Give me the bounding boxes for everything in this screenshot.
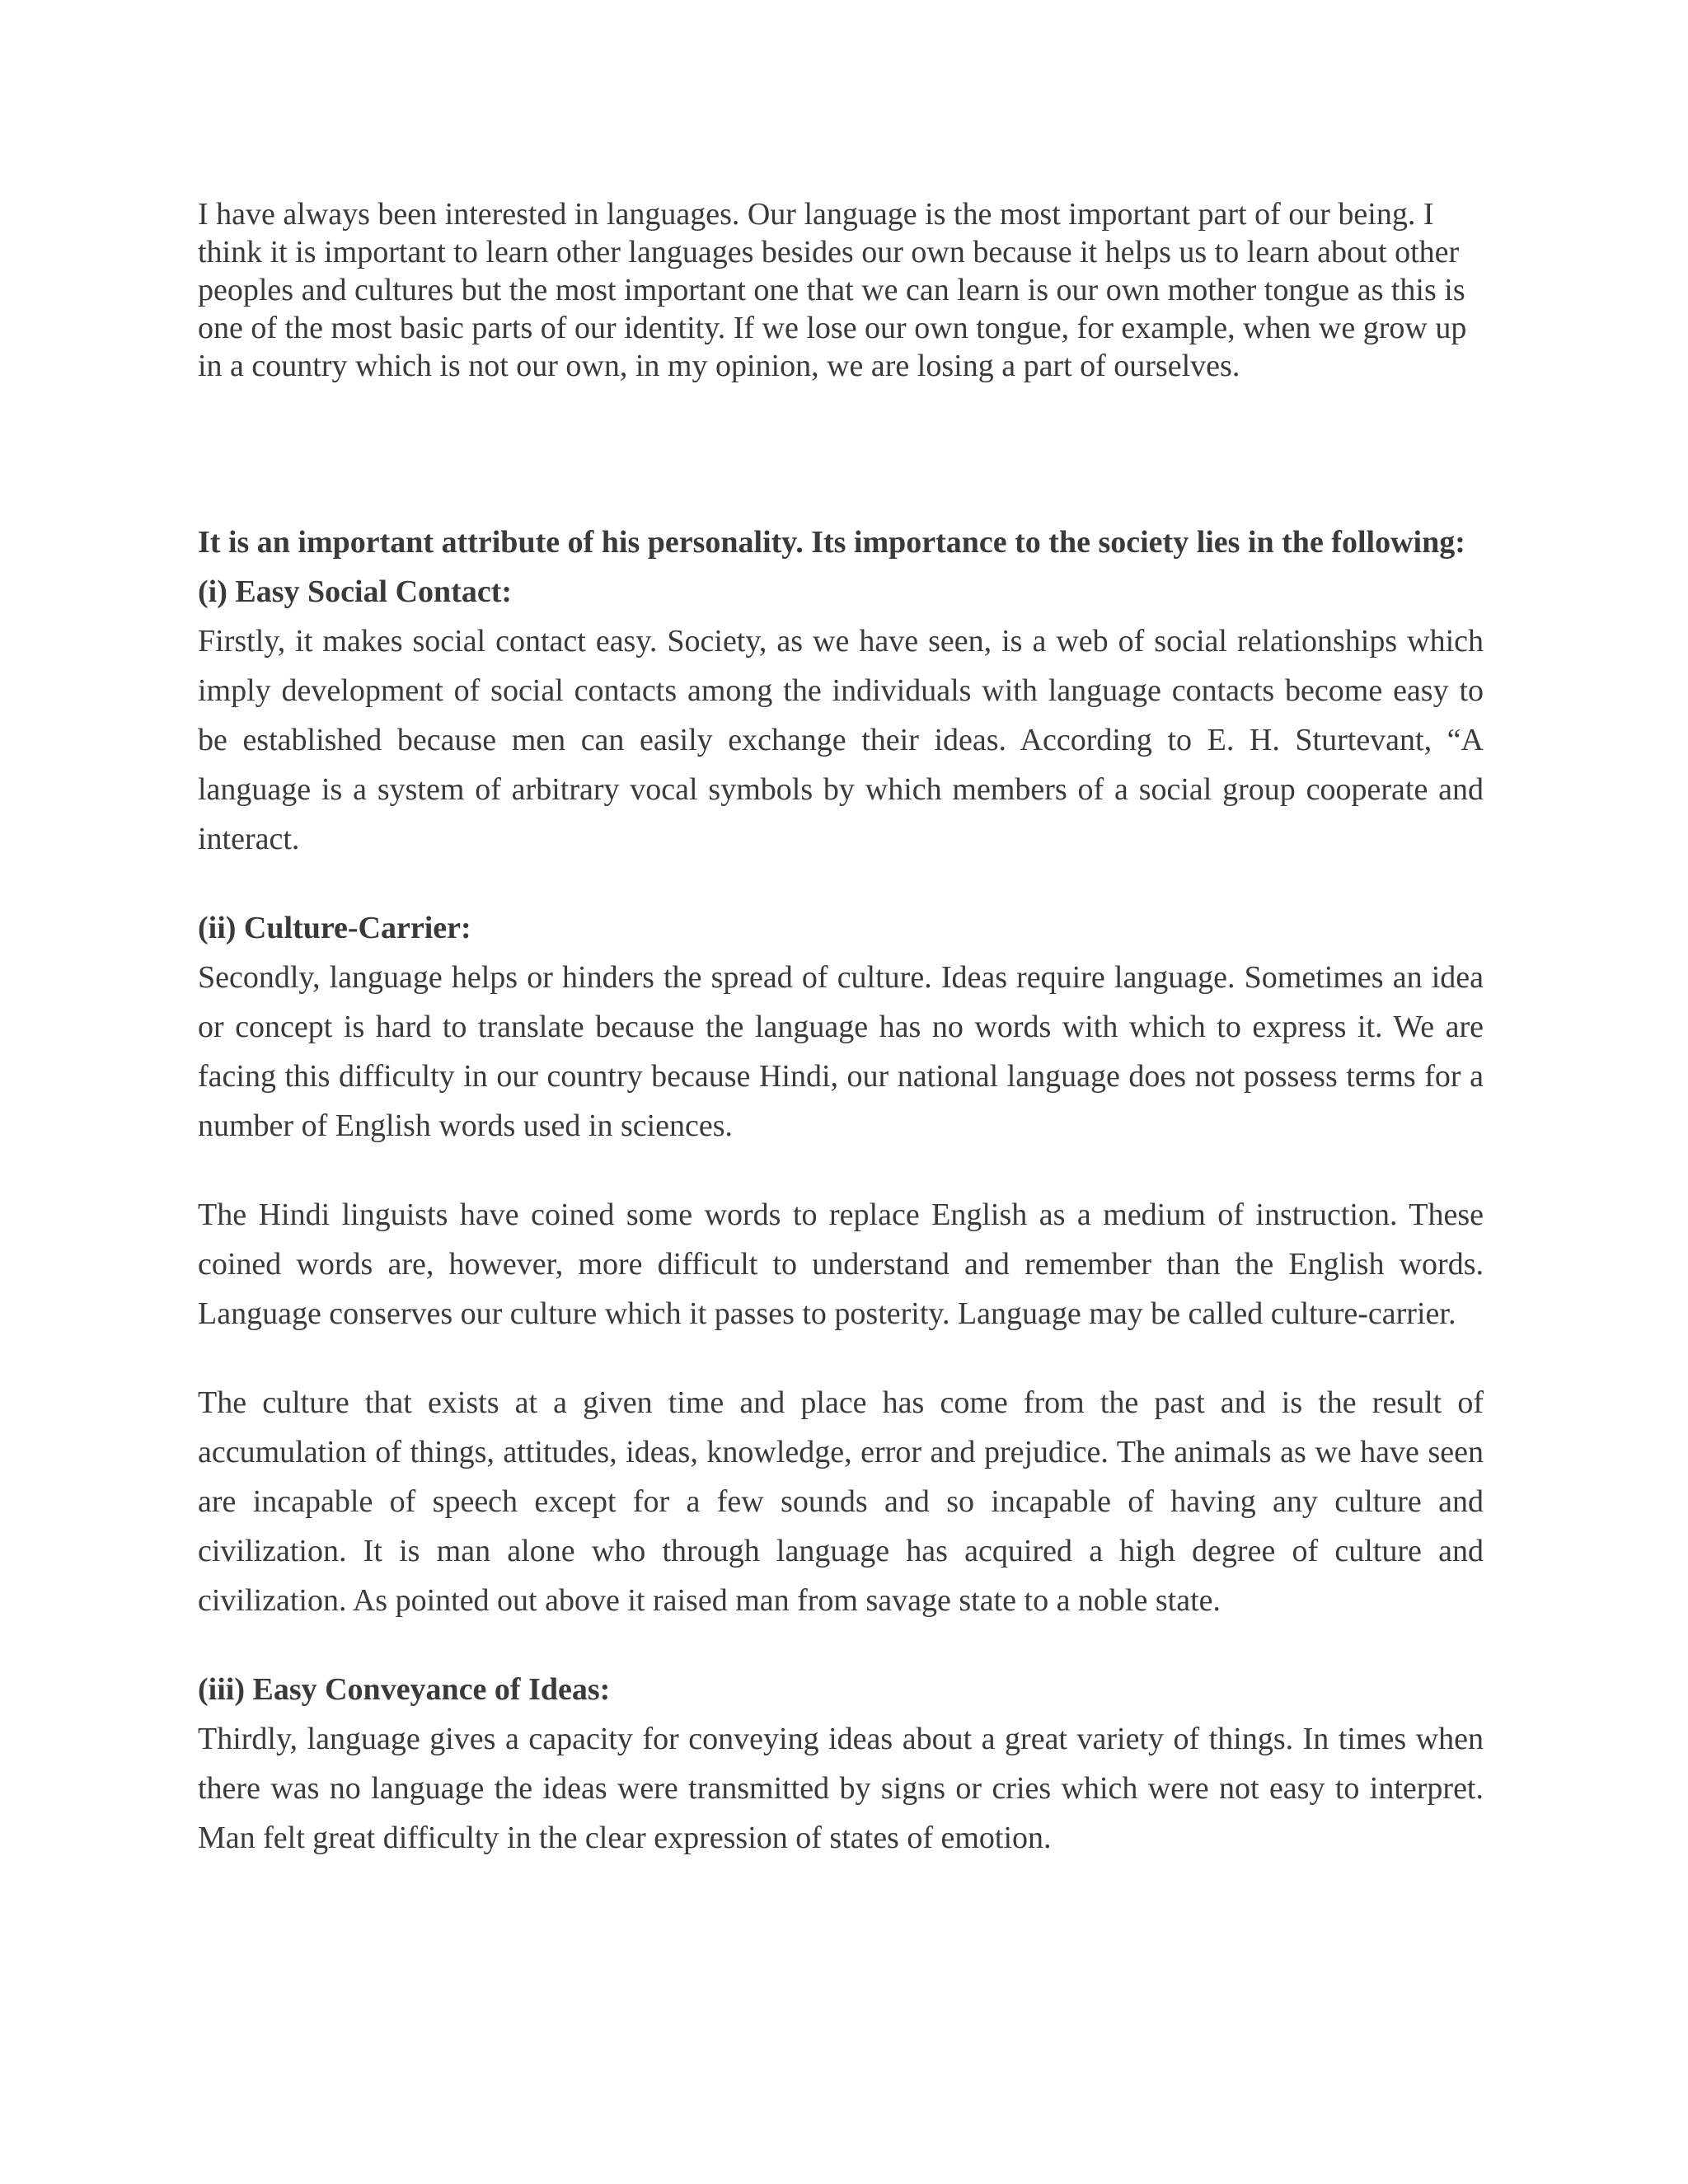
section-paragraph: Firstly, it makes social contact easy. Society, as we have seen, is a web of social relationships which imply development of social contacts among the individuals with language contacts become easy to be established because men can easily exchange their ideas. According to E. H. Sturtevant, “A language is a system of arbitrary vocal symbols by which members of a social group cooperate and interact. xyxy=(198,624,1484,856)
section-paragraph: The Hindi linguists have coined some words to replace English as a medium of instruction. These coined words are, however, more difficult to understand and remember than the English words. Language conserves our culture which it passes to posterity. Language may be called culture-carrier. xyxy=(198,1197,1484,1331)
spacer xyxy=(198,1338,1484,1378)
section-heading-easy-conveyance-of-ideas: (iii) Easy Conveyance of Ideas: xyxy=(198,1672,611,1707)
spacer xyxy=(198,864,1484,903)
section-heading-easy-social-contact: (i) Easy Social Contact: xyxy=(198,574,513,609)
main-content xyxy=(198,518,1484,1863)
spacer xyxy=(198,1625,1484,1665)
section-paragraph: Thirdly, language gives a capacity for conveying ideas about a great variety of things. In times when there was no language the ideas were transmitted by signs or cries which were not easy to interpret. Man felt great difficulty in the clear expression of states of emotion. xyxy=(198,1722,1484,1855)
section-heading-culture-carrier: (ii) Culture-Carrier: xyxy=(198,911,471,945)
section-paragraph: The culture that exists at a given time and place has come from the past and is the result of accumulation of things, attitudes, ideas, knowledge, error and prejudice. The animals as we have seen are incapable of speech except for a few sounds and so incapable of having any culture and civilization. It is man alone who through language has acquired a high degree of culture and civilization. As pointed out above it raised man from savage state to a noble state. xyxy=(198,1385,1484,1618)
section-paragraph: Secondly, language helps or hinders the spread of culture. Ideas require language. Sometimes an idea or concept is hard to translate because the language has no words with which to express it. We are facing this difficulty in our country because Hindi, our national language does not possess terms for a number of English words used in sciences. xyxy=(198,960,1484,1143)
intro-paragraph: I have always been interested in languages. Our language is the most important part of our being. I think it is important to learn other languages besides our own because it helps us to learn about other peoples and cultures but the most important one that we can learn is our own mother tongue as this is one of the most basic parts of our identity. If we lose our own tongue, for example, when we grow up in a country which is not our own, in my opinion, we are losing a part of ourselves. xyxy=(198,197,1467,383)
spacer xyxy=(198,1151,1484,1190)
lead-statement: It is an important attribute of his personality. Its importance to the society lies in the following: xyxy=(198,525,1465,560)
